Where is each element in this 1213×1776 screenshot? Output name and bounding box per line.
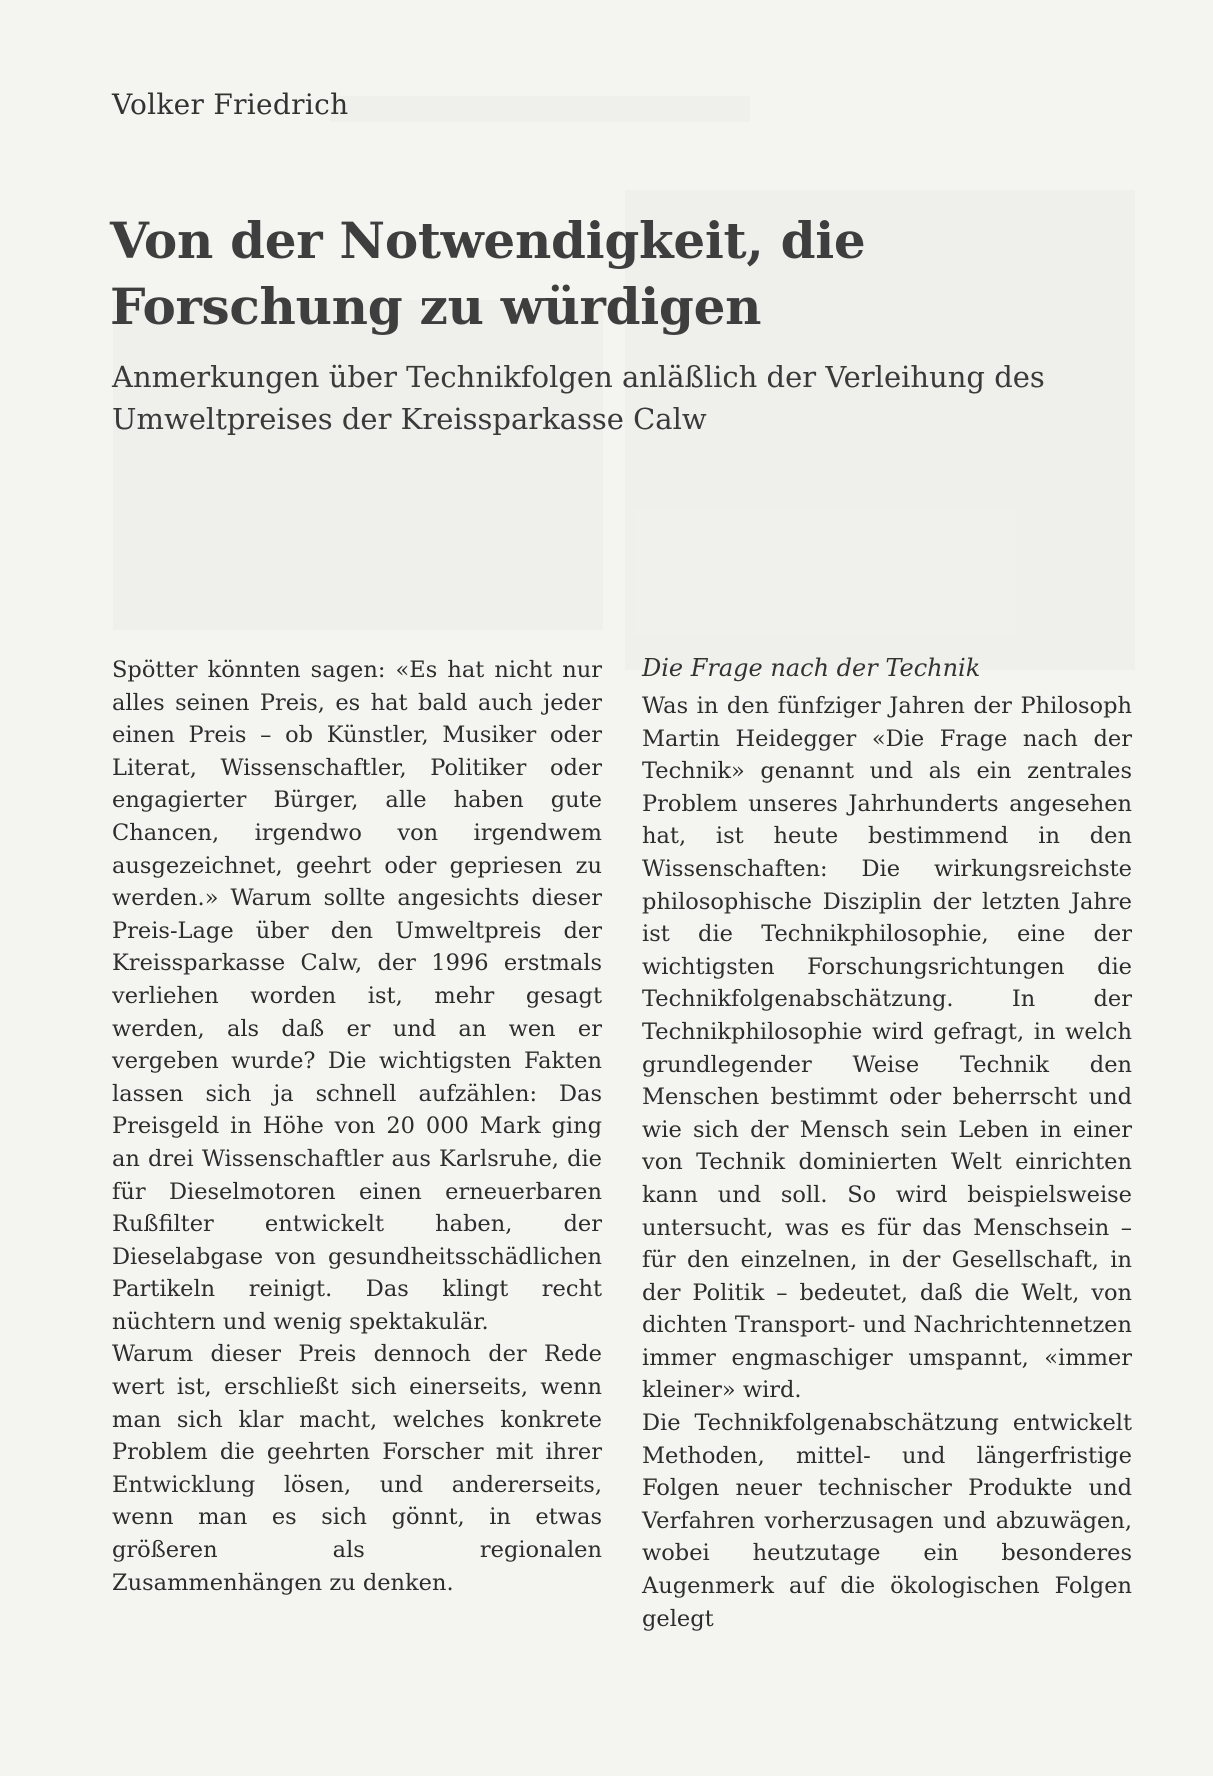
paragraph: Die Technikfolgenabschätzung entwickelt Methoden, mittel- und längerfristige Folgen neuer technischer Produkte und Verfahren vorherzusagen und abzuwägen, wobei heutzutage ein besonderes Augenmerk auf die ökologischen Folgen gelegt [642,1410,1132,1632]
paragraph: Spötter könnten sagen: «Es hat nicht nur alles seinen Preis, es hat bald auch jeder einen Preis – ob Künstler, Musiker oder Literat, Wissenschaftler, Politiker oder engagierter Bürger, alle haben gute Chancen, irgendwo von irgendwem ausgezeichnet, geehrt oder gepriesen zu werden.» Warum sollte angesichts dieser Preis-Lage über den Umweltpreis der Kreissparkasse Calw, der 1996 erstmals verliehen worden ist, mehr gesagt werden, als daß er und an wen er vergeben wurde? Die wichtigsten Fakten lassen sich ja schnell aufzählen: Das Preisgeld in Höhe von 20 000 Mark ging an drei Wissenschaftler aus Karlsruhe, die für Dieselmotoren einen erneuerbaren Rußfilter entwickelt haben, der Dieselabgase von gesundheitsschädlichen Partikeln reinigt. Das klingt recht nüchtern und wenig spektakulär. [112,657,602,1335]
article-subtitle: Anmerkungen über Technikfolgen anläßlich der Verleihung des Umweltpreises der Kreissparkasse Calw [112,360,1045,436]
section-heading: Die Frage nach der Technik [642,654,981,682]
paragraph: Warum dieser Preis dennoch der Rede wert ist, erschließt sich einerseits, wenn man sich klar macht, welches konkrete Problem die geehrten Forscher mit ihrer Entwicklung lösen, und andererseits, wenn man es sich gönnt, in etwas größeren als regionalen Zusammenhängen zu denken. [112,1341,602,1596]
left-text-column [112,654,602,1599]
right-text-column [642,650,1132,1635]
paragraph: Was in den fünfziger Jahren der Philosoph Martin Heidegger «Die Frage nach der Technik» genannt und als ein zentrales Problem unseres Jahrhunderts angesehen hat, ist heute bestimmend in den Wissenschaften: Die wirkungsreichste philosophische Disziplin der letzten Jahre ist die Technikphilosophie, eine der wichtigsten Forschungsrichtungen die Technikfolgenabschätzung. In der Technikphilosophie wird gefragt, in welch grundlegender Weise Technik den Menschen bestimmt oder beherrscht und wie sich der Mensch sein Leben in einer von Technik dominierten Welt einrichten kann und soll. So wird beispielsweise untersucht, was es für das Menschsein – für den einzelnen, in der Gesellschaft, in der Politik – bedeutet, daß die Welt, von dichten Transport- und Nachrichtennetzen immer engmaschiger umspannt, «immer kleiner» wird. [642,693,1132,1404]
show-through-shade [113,300,603,630]
show-through-shade [330,96,750,122]
author-name: Volker Friedrich [112,88,349,121]
article-title: Von der Notwendigkeit, die Forschung zu würdigen [110,211,866,336]
